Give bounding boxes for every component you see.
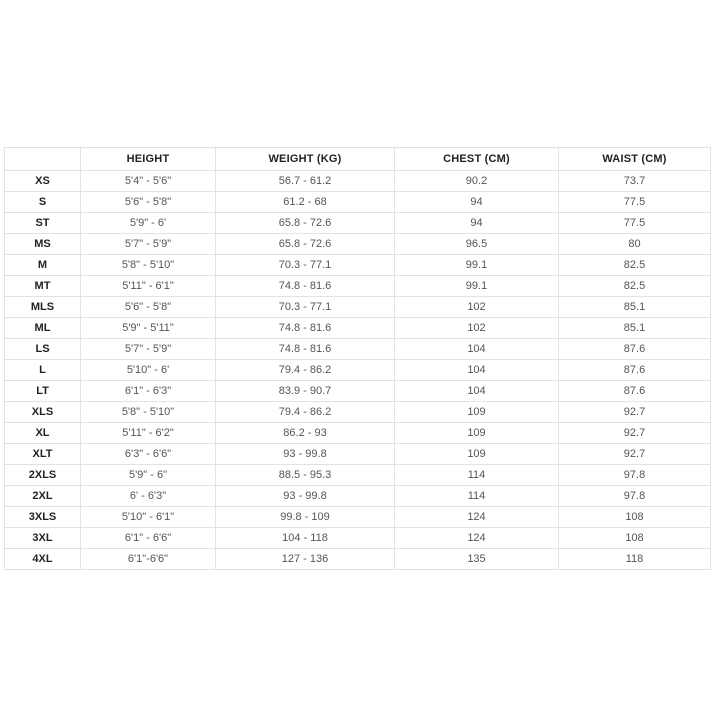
table-row bbox=[5, 339, 711, 360]
size-column-header bbox=[5, 148, 81, 171]
table-row bbox=[5, 486, 711, 507]
weight-cell: 74.8 - 81.6 bbox=[216, 339, 395, 360]
size-chart-table bbox=[4, 147, 711, 570]
table-row bbox=[5, 234, 711, 255]
weight-cell: 88.5 - 95.3 bbox=[216, 465, 395, 486]
weight-cell: 104 - 118 bbox=[216, 528, 395, 549]
chest-cell: 135 bbox=[395, 549, 559, 570]
size-cell: 4XL bbox=[5, 549, 81, 570]
size-cell: MS bbox=[5, 234, 81, 255]
height-cell: 5'4" - 5'6" bbox=[81, 171, 216, 192]
chest-cell: 102 bbox=[395, 297, 559, 318]
waist-cell: 82.5 bbox=[559, 276, 711, 297]
chest-cell: 124 bbox=[395, 507, 559, 528]
waist-cell: 87.6 bbox=[559, 381, 711, 402]
chest-cell: 104 bbox=[395, 360, 559, 381]
chest-cell: 104 bbox=[395, 381, 559, 402]
weight-cell: 56.7 - 61.2 bbox=[216, 171, 395, 192]
height-cell: 5'11" - 6'2" bbox=[81, 423, 216, 444]
waist-cell: 85.1 bbox=[559, 297, 711, 318]
height-cell: 5'9" - 5'11" bbox=[81, 318, 216, 339]
size-cell: LS bbox=[5, 339, 81, 360]
chest-cell: 96.5 bbox=[395, 234, 559, 255]
chest-cell: 114 bbox=[395, 486, 559, 507]
waist-cell: 92.7 bbox=[559, 402, 711, 423]
size-cell: L bbox=[5, 360, 81, 381]
size-cell: 3XLS bbox=[5, 507, 81, 528]
size-chart-header bbox=[5, 148, 711, 171]
weight-cell: 83.9 - 90.7 bbox=[216, 381, 395, 402]
column-header: CHEST (CM) bbox=[395, 148, 559, 171]
chest-cell: 102 bbox=[395, 318, 559, 339]
height-cell: 5'10" - 6' bbox=[81, 360, 216, 381]
waist-cell: 80 bbox=[559, 234, 711, 255]
size-cell: ML bbox=[5, 318, 81, 339]
size-cell: XL bbox=[5, 423, 81, 444]
size-cell: ST bbox=[5, 213, 81, 234]
table-row bbox=[5, 465, 711, 486]
chest-cell: 99.1 bbox=[395, 255, 559, 276]
waist-cell: 108 bbox=[559, 507, 711, 528]
height-cell: 5'9" - 6" bbox=[81, 465, 216, 486]
size-cell: LT bbox=[5, 381, 81, 402]
waist-cell: 108 bbox=[559, 528, 711, 549]
table-row bbox=[5, 507, 711, 528]
table-row bbox=[5, 444, 711, 465]
size-cell: XS bbox=[5, 171, 81, 192]
weight-cell: 70.3 - 77.1 bbox=[216, 255, 395, 276]
height-cell: 5'10" - 6'1" bbox=[81, 507, 216, 528]
table-row bbox=[5, 276, 711, 297]
waist-cell: 82.5 bbox=[559, 255, 711, 276]
waist-cell: 97.8 bbox=[559, 486, 711, 507]
height-cell: 6'1" - 6'3" bbox=[81, 381, 216, 402]
size-cell: 3XL bbox=[5, 528, 81, 549]
height-cell: 6'3" - 6'6" bbox=[81, 444, 216, 465]
chest-cell: 109 bbox=[395, 402, 559, 423]
chest-cell: 94 bbox=[395, 213, 559, 234]
weight-cell: 61.2 - 68 bbox=[216, 192, 395, 213]
weight-cell: 65.8 - 72.6 bbox=[216, 234, 395, 255]
weight-cell: 65.8 - 72.6 bbox=[216, 213, 395, 234]
column-header: WAIST (CM) bbox=[559, 148, 711, 171]
height-cell: 6'1"-6'6" bbox=[81, 549, 216, 570]
waist-cell: 87.6 bbox=[559, 339, 711, 360]
table-row bbox=[5, 171, 711, 192]
table-row bbox=[5, 402, 711, 423]
waist-cell: 73.7 bbox=[559, 171, 711, 192]
table-row bbox=[5, 360, 711, 381]
table-row bbox=[5, 192, 711, 213]
height-cell: 5'6" - 5'8" bbox=[81, 297, 216, 318]
column-header: WEIGHT (KG) bbox=[216, 148, 395, 171]
table-row bbox=[5, 318, 711, 339]
table-row bbox=[5, 528, 711, 549]
waist-cell: 118 bbox=[559, 549, 711, 570]
weight-cell: 93 - 99.8 bbox=[216, 444, 395, 465]
waist-cell: 92.7 bbox=[559, 423, 711, 444]
weight-cell: 86.2 - 93 bbox=[216, 423, 395, 444]
waist-cell: 77.5 bbox=[559, 192, 711, 213]
waist-cell: 97.8 bbox=[559, 465, 711, 486]
size-cell: 2XL bbox=[5, 486, 81, 507]
size-table-body bbox=[5, 171, 711, 570]
weight-cell: 70.3 - 77.1 bbox=[216, 297, 395, 318]
column-header: HEIGHT bbox=[81, 148, 216, 171]
height-cell: 6'1" - 6'6" bbox=[81, 528, 216, 549]
height-cell: 5'11" - 6'1" bbox=[81, 276, 216, 297]
weight-cell: 74.8 - 81.6 bbox=[216, 318, 395, 339]
waist-cell: 92.7 bbox=[559, 444, 711, 465]
size-cell: XLS bbox=[5, 402, 81, 423]
size-cell: 2XLS bbox=[5, 465, 81, 486]
size-cell: MLS bbox=[5, 297, 81, 318]
height-cell: 6' - 6'3" bbox=[81, 486, 216, 507]
height-cell: 5'9" - 6' bbox=[81, 213, 216, 234]
chest-cell: 104 bbox=[395, 339, 559, 360]
chest-cell: 99.1 bbox=[395, 276, 559, 297]
size-cell: MT bbox=[5, 276, 81, 297]
table-row bbox=[5, 549, 711, 570]
chest-cell: 124 bbox=[395, 528, 559, 549]
table-row bbox=[5, 423, 711, 444]
height-cell: 5'8" - 5'10" bbox=[81, 255, 216, 276]
height-cell: 5'7" - 5'9" bbox=[81, 234, 216, 255]
weight-cell: 99.8 - 109 bbox=[216, 507, 395, 528]
table-row bbox=[5, 381, 711, 402]
chest-cell: 90.2 bbox=[395, 171, 559, 192]
size-cell: XLT bbox=[5, 444, 81, 465]
chest-cell: 94 bbox=[395, 192, 559, 213]
waist-cell: 85.1 bbox=[559, 318, 711, 339]
size-cell: S bbox=[5, 192, 81, 213]
table-row bbox=[5, 213, 711, 234]
weight-cell: 93 - 99.8 bbox=[216, 486, 395, 507]
weight-cell: 79.4 - 86.2 bbox=[216, 402, 395, 423]
table-row bbox=[5, 255, 711, 276]
weight-cell: 79.4 - 86.2 bbox=[216, 360, 395, 381]
chest-cell: 109 bbox=[395, 423, 559, 444]
weight-cell: 127 - 136 bbox=[216, 549, 395, 570]
size-cell: M bbox=[5, 255, 81, 276]
height-cell: 5'6" - 5'8" bbox=[81, 192, 216, 213]
header-row bbox=[5, 148, 711, 171]
table-row bbox=[5, 297, 711, 318]
waist-cell: 77.5 bbox=[559, 213, 711, 234]
height-cell: 5'8" - 5'10" bbox=[81, 402, 216, 423]
waist-cell: 87.6 bbox=[559, 360, 711, 381]
weight-cell: 74.8 - 81.6 bbox=[216, 276, 395, 297]
chest-cell: 109 bbox=[395, 444, 559, 465]
height-cell: 5'7" - 5'9" bbox=[81, 339, 216, 360]
chest-cell: 114 bbox=[395, 465, 559, 486]
